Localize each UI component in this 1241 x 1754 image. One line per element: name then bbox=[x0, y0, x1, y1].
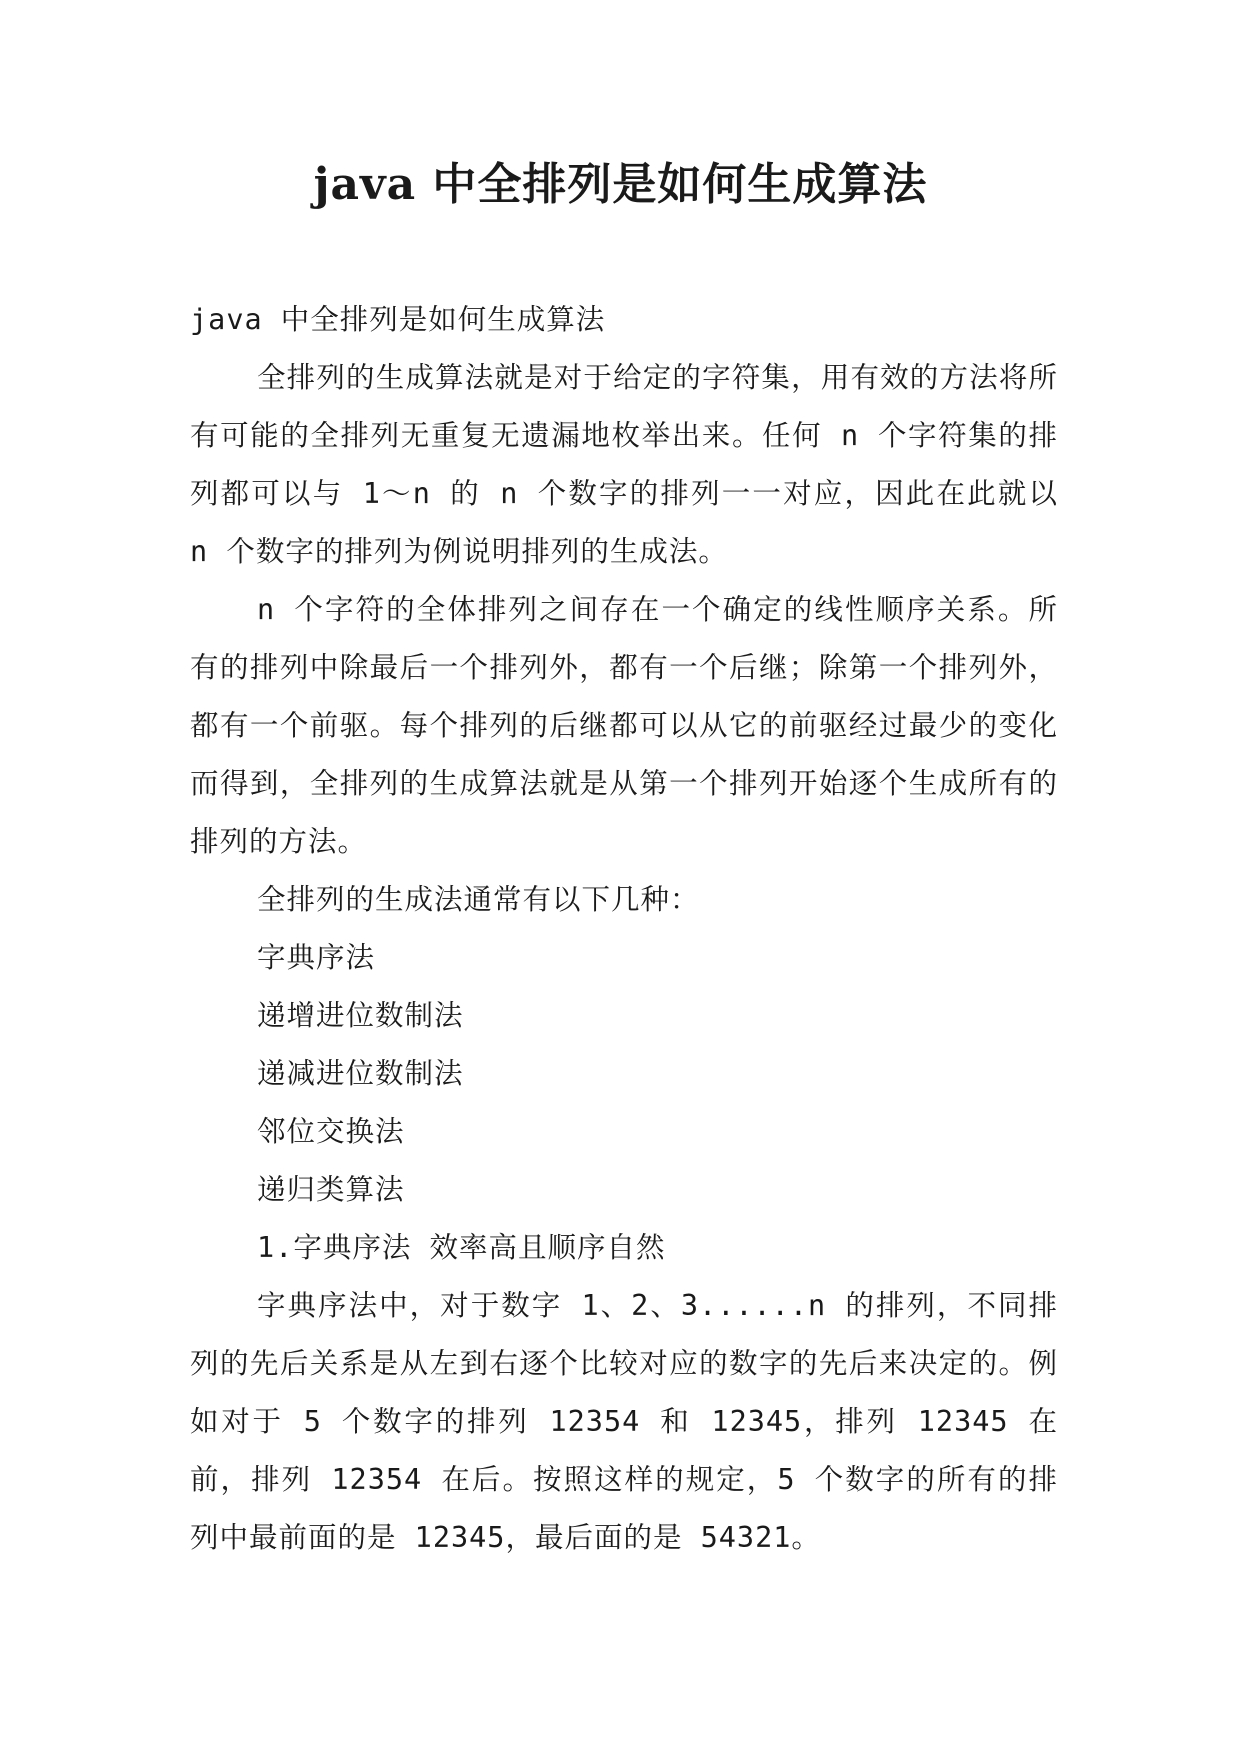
method-item-decreasing-carry: 递减进位数制法 bbox=[257, 1057, 464, 1090]
methods-heading: 全排列的生成法通常有以下几种： bbox=[257, 883, 700, 916]
section-heading-dictionary: 1.字典序法 效率高且顺序自然 bbox=[257, 1231, 666, 1264]
subtitle-line: java 中全排列是如何生成算法 bbox=[190, 303, 606, 336]
paragraph-order: n 个字符的全体排列之间存在一个确定的线性顺序关系。所有的排列中除最后一个排列外，都有一个后继；除第一个排列外，都有一个前驱。每个排列的后继都可以从它的前驱经过最少的变化而得到，全排列的生成算法就是从第一个排列开始逐个生成所有的排列的方法。 bbox=[190, 593, 1058, 858]
method-item-dictionary: 字典序法 bbox=[257, 941, 376, 974]
method-item-adjacent-swap: 邻位交换法 bbox=[257, 1115, 405, 1148]
paragraph-dictionary: 字典序法中，对于数字 1、2、3......n 的排列，不同排列的先后关系是从左到右逐个比较对应的数字的先后来决定的。例如对于 5 个数字的排列 12354 和 12345，排列 12345 在前，排列 12354 在后。按照这样的规定，5 个数字的所有的排列中最前面的是 12345，最后面的是 54321。 bbox=[190, 1289, 1058, 1554]
document-body bbox=[190, 291, 1058, 1567]
paragraph-intro: 全排列的生成算法就是对于给定的字符集，用有效的方法将所有可能的全排列无重复无遗漏地枚举出来。任何 n 个字符集的排列都可以与 1～n 的 n 个数字的排列一一对应，因此在此就以 n 个数字的排列为例说明排列的生成法。 bbox=[190, 361, 1058, 568]
document-title: java 中全排列是如何生成算法 bbox=[313, 159, 928, 210]
method-item-increasing-carry: 递增进位数制法 bbox=[257, 999, 464, 1032]
method-item-recursive: 递归类算法 bbox=[257, 1173, 405, 1206]
